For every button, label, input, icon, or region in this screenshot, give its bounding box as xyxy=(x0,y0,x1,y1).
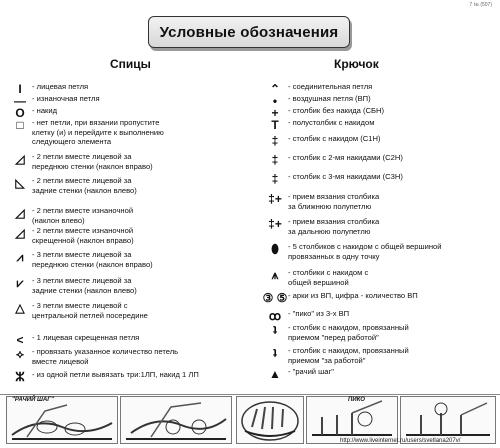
legend-text: - столбик без накида (СБН) xyxy=(288,106,385,115)
crab-stitch-caption: "РАЧИЙ ШАГ" xyxy=(12,397,54,403)
legend-row xyxy=(8,206,133,225)
page-number: 7 № (507) xyxy=(469,2,492,8)
back-post-icon: ʇ xyxy=(273,346,277,360)
horizontal-dash-icon: — xyxy=(14,94,26,108)
source-url: http://www.liveinternet.ru/users/svetlana207v/ xyxy=(340,438,461,444)
legend-row xyxy=(262,153,403,167)
legend-text: - "рачий шаг" xyxy=(288,367,334,376)
legend-text: - провязать указанное количество петель вместе лицевой xyxy=(32,347,179,366)
legend-row xyxy=(8,250,153,269)
picot-caption: ПИКО xyxy=(348,397,365,403)
dtr-crochet-icon: ‡ xyxy=(271,172,279,186)
k2tog-left-icon: ◺ xyxy=(15,176,25,190)
back-loop-icon: ‡+ xyxy=(268,217,282,231)
common-top-icon: ⩚ xyxy=(271,268,279,282)
k3tog-right-icon: ⩘ xyxy=(16,250,24,264)
empty-square-icon: □ xyxy=(16,118,24,132)
crab-stitch-illustration-1 xyxy=(6,396,118,444)
title-banner xyxy=(148,16,350,48)
chain-arch-icon: ③ ⑤ xyxy=(262,291,288,305)
half-double-icon: T xyxy=(271,118,279,132)
legend-text: - 5 столбиков с накидом с общей вершиной провязанных в одну точку xyxy=(288,242,442,261)
legend-row xyxy=(262,192,379,211)
legend-text: - 3 петли вместе лицевой за переднюю стенки (наклон вправо) xyxy=(32,250,153,269)
k2tog-right-icon: ◿ xyxy=(15,152,25,166)
legend-row xyxy=(262,309,349,323)
legend-text: - из одной петли вывязать три:1ЛП, накид 1 ЛП xyxy=(32,370,199,379)
legend-row xyxy=(8,301,148,320)
legend-row xyxy=(8,333,139,347)
legend-row xyxy=(262,291,418,305)
crossed-knit-icon: < xyxy=(16,333,24,347)
legend-text: - 3 петли вместе лицевой за задние стенки (наклон влево) xyxy=(32,276,137,295)
circle-icon: O xyxy=(15,106,25,120)
picot-icon: ꝏ xyxy=(268,309,282,323)
crochet-heading: Крючок xyxy=(334,57,379,71)
legend-row xyxy=(262,172,403,186)
round-loop-illustration xyxy=(236,396,304,444)
legend-row xyxy=(8,370,199,384)
legend-text: - 1 лицевая скрещенная петля xyxy=(32,333,140,342)
legend-text: - столбик с накидом (С1Н) xyxy=(288,134,381,143)
legend-text: - соединительная петля xyxy=(288,82,373,91)
legend-text: - изнаночная петля xyxy=(32,94,100,103)
legend-text: - столбик с 3-мя накидами (С3Н) xyxy=(288,172,403,181)
crab-stitch-illustration-2 xyxy=(120,396,232,444)
legend-row xyxy=(262,346,409,365)
vertical-bar-icon: I xyxy=(18,82,22,96)
single-crochet-icon: + xyxy=(271,106,279,120)
double-crochet-icon: ‡ xyxy=(271,134,279,148)
k3tog-center-icon: △ xyxy=(15,301,25,315)
picot-illustration-2 xyxy=(400,396,496,444)
legend-text: - 2 петли вместе лицевой за задние стенки (наклон влево) xyxy=(32,176,137,195)
slip-stitch-icon: ⌃ xyxy=(269,82,281,96)
picot-illustration-1 xyxy=(306,396,398,444)
legend-text: - 2 петли вместе изнаночной скрещенной (наклон вправо) xyxy=(32,226,134,245)
legend-row xyxy=(262,367,334,381)
legend-text: - столбик с 2-мя накидами (С2Н) xyxy=(288,153,403,162)
legend-row xyxy=(262,217,379,236)
legend-row xyxy=(8,347,178,366)
chain-icon: • xyxy=(272,94,278,108)
k3tog-left-icon: ⩗ xyxy=(16,276,24,290)
legend-text: - воздушная петля (ВП) xyxy=(288,94,371,103)
legend-text: - столбик с накидом, провязанный приемом "перед работой" xyxy=(288,323,409,342)
legend-text: - 2 петли вместе изнаночной (наклон влево) xyxy=(32,206,134,225)
crab-stitch-icon: ▲ xyxy=(269,367,281,381)
legend-text: - прием вязания столбика за ближнюю полупетлю xyxy=(288,192,380,211)
legend-text: - 3 петли вместе лицевой с центральной петлей посередине xyxy=(32,301,148,320)
legend-row xyxy=(8,276,137,295)
p2tog-crossed-icon: ◿ xyxy=(15,226,25,240)
legend-row xyxy=(8,152,153,171)
knitting-heading: Спицы xyxy=(110,57,151,71)
legend-text: - накид xyxy=(32,106,58,115)
p2tog-left-icon: ◿ xyxy=(15,206,25,220)
legend-text: - арки из ВП, цифра - количество ВП xyxy=(288,291,418,300)
legend-text: - "пико" из 3-х ВП xyxy=(288,309,350,318)
legend-text: - столбик с накидом, провязанный приемом "за работой" xyxy=(288,346,409,365)
legend-text: - лицевая петля xyxy=(32,82,89,91)
legend-text: - столбики с накидом с общей вершиной xyxy=(288,268,369,287)
legend-text: - 2 петли вместе лицевой за переднюю стенки (наклон вправо) xyxy=(32,152,153,171)
legend-text: - прием вязания столбика за дальнюю полупетлю xyxy=(288,217,380,236)
pull-through-icon: ⟡ xyxy=(16,347,24,361)
legend-row xyxy=(262,118,374,132)
legend-text: - нет петли, при вязании пропустите клетку (и) и перейдите к выполнению следующего элемента xyxy=(32,118,164,147)
page-title: Условные обозначения xyxy=(159,23,339,41)
legend-row xyxy=(8,118,164,147)
legend-row xyxy=(8,226,134,245)
legend-row xyxy=(262,134,380,148)
cluster-icon: ⬮ xyxy=(271,242,279,256)
legend-row xyxy=(8,176,137,195)
three-from-one-icon: ⵣ xyxy=(15,370,25,384)
legend-row xyxy=(262,268,368,287)
front-loop-icon: ‡+ xyxy=(268,192,282,206)
front-post-icon: ʇ xyxy=(273,323,277,337)
legend-text: - полустолбик с накидом xyxy=(288,118,375,127)
treble-crochet-icon: ‡ xyxy=(271,153,279,167)
legend-row xyxy=(262,323,409,342)
legend-row xyxy=(262,242,442,261)
